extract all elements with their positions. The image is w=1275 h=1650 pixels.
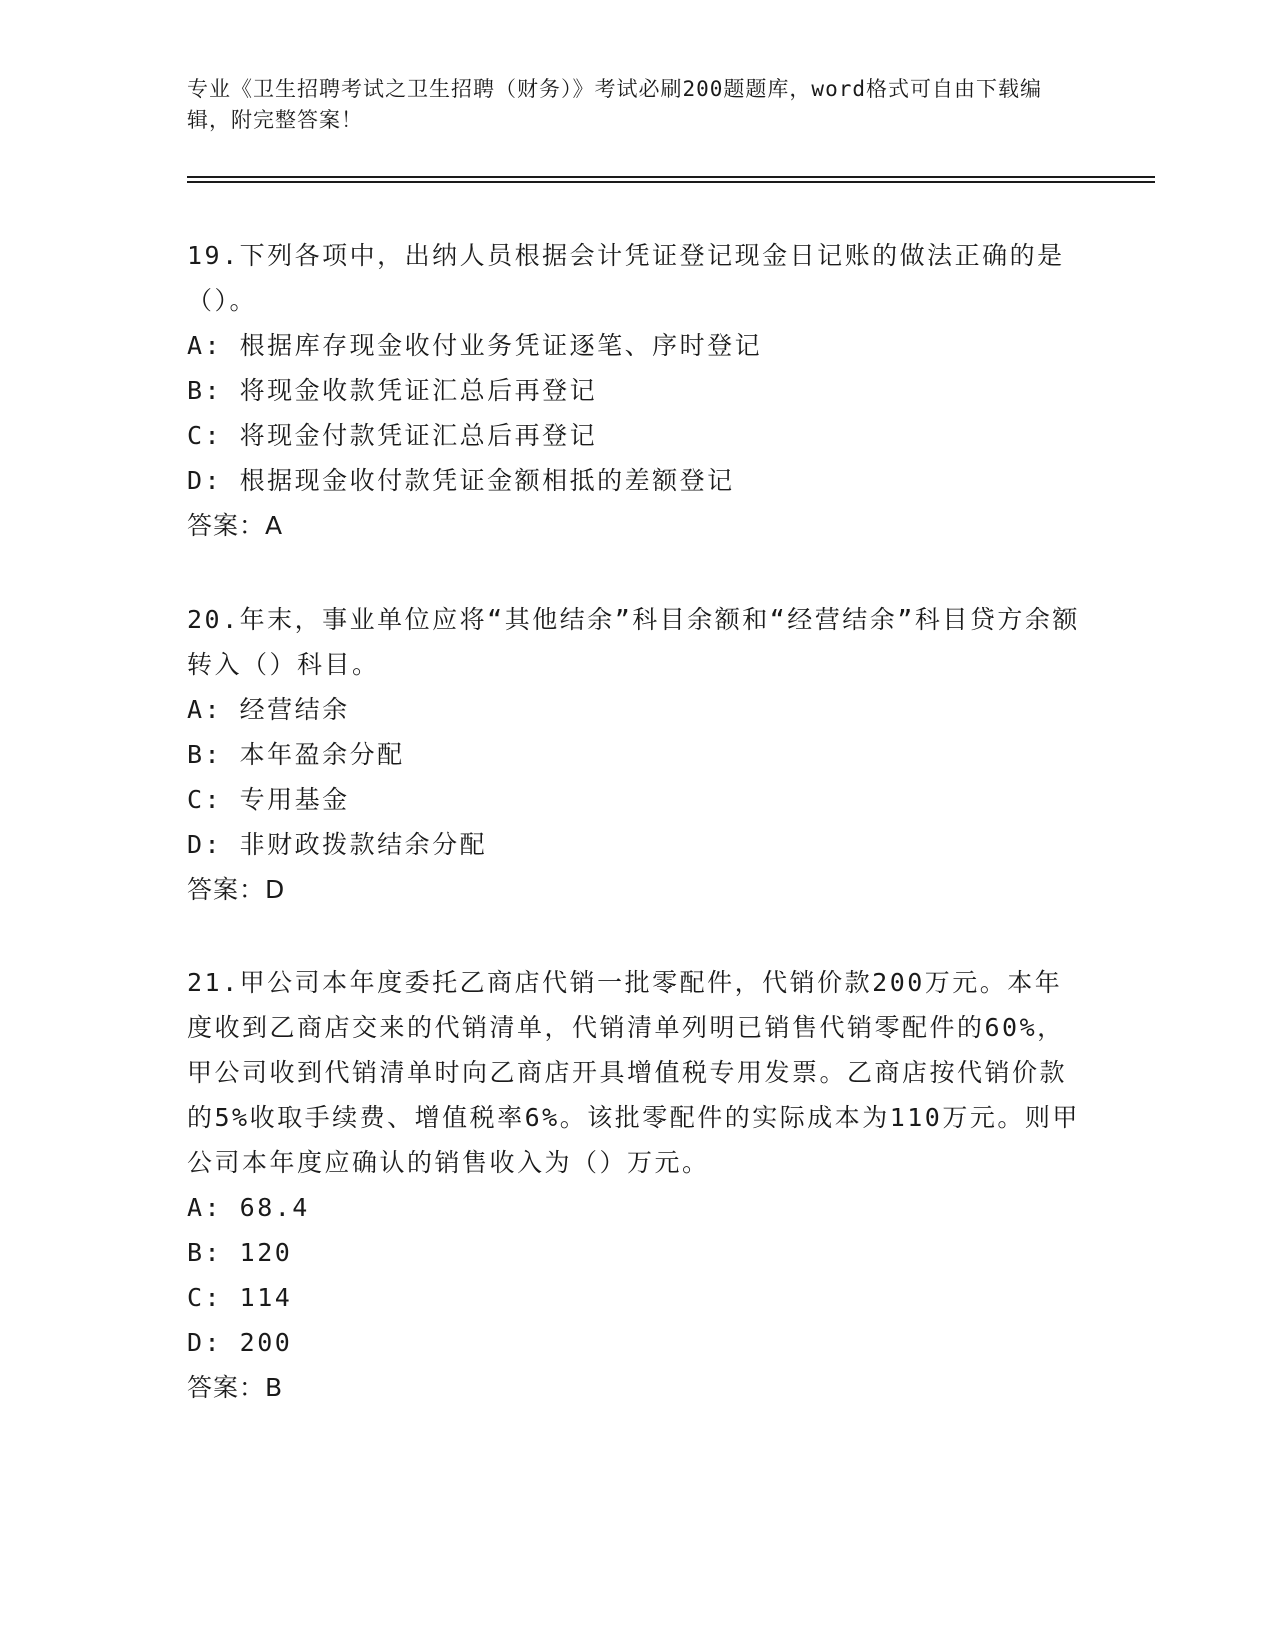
- option-b: B: 将现金收款凭证汇总后再登记: [187, 376, 598, 405]
- option-b: B: 120: [187, 1238, 293, 1267]
- header-divider-bottom: [187, 181, 1155, 183]
- option-a: A: 68.4: [187, 1193, 310, 1222]
- question-stem: 19.下列各项中，出纳人员根据会计凭证登记现金日记账的做法正确的是（）。: [187, 241, 1065, 315]
- answer: 答案：B: [187, 1373, 284, 1402]
- question-20: [187, 597, 1087, 912]
- option-b: B: 本年盈余分配: [187, 740, 405, 769]
- answer: 答案：D: [187, 875, 286, 904]
- option-a: A: 根据库存现金收付业务凭证逐笔、序时登记: [187, 331, 763, 360]
- option-c: C: 专用基金: [187, 785, 350, 814]
- option-d: D: 根据现金收付款凭证金额相抵的差额登记: [187, 466, 735, 495]
- answer: 答案：A: [187, 511, 284, 540]
- option-d: D: 200: [187, 1328, 293, 1357]
- document-header: 专业《卫生招聘考试之卫生招聘（财务）》考试必刷200题题库，word格式可自由下载编辑，附完整答案！: [187, 77, 1042, 132]
- question-stem: 20.年末，事业单位应将“其他结余”科目余额和“经营结余”科目贷方余额转入（）科目。: [187, 605, 1080, 679]
- option-a: A: 经营结余: [187, 695, 350, 724]
- question-stem: 21.甲公司本年度委托乙商店代销一批零配件，代销价款200万元。本年度收到乙商店交来的代销清单，代销清单列明已销售代销零配件的60%，甲公司收到代销清单时向乙商店开具增值税专用发票。乙商店按代销价款的5%收取手续费、增值税率6%。该批零配件的实际成本为110万元。则甲公司本年度应确认的销售收入为（）万元。: [187, 968, 1080, 1177]
- option-c: C: 114: [187, 1283, 293, 1312]
- question-19: [187, 233, 1087, 548]
- option-d: D: 非财政拨款结余分配: [187, 830, 488, 859]
- option-c: C: 将现金付款凭证汇总后再登记: [187, 421, 598, 450]
- question-21: [187, 960, 1087, 1410]
- header-divider-top: [187, 176, 1155, 178]
